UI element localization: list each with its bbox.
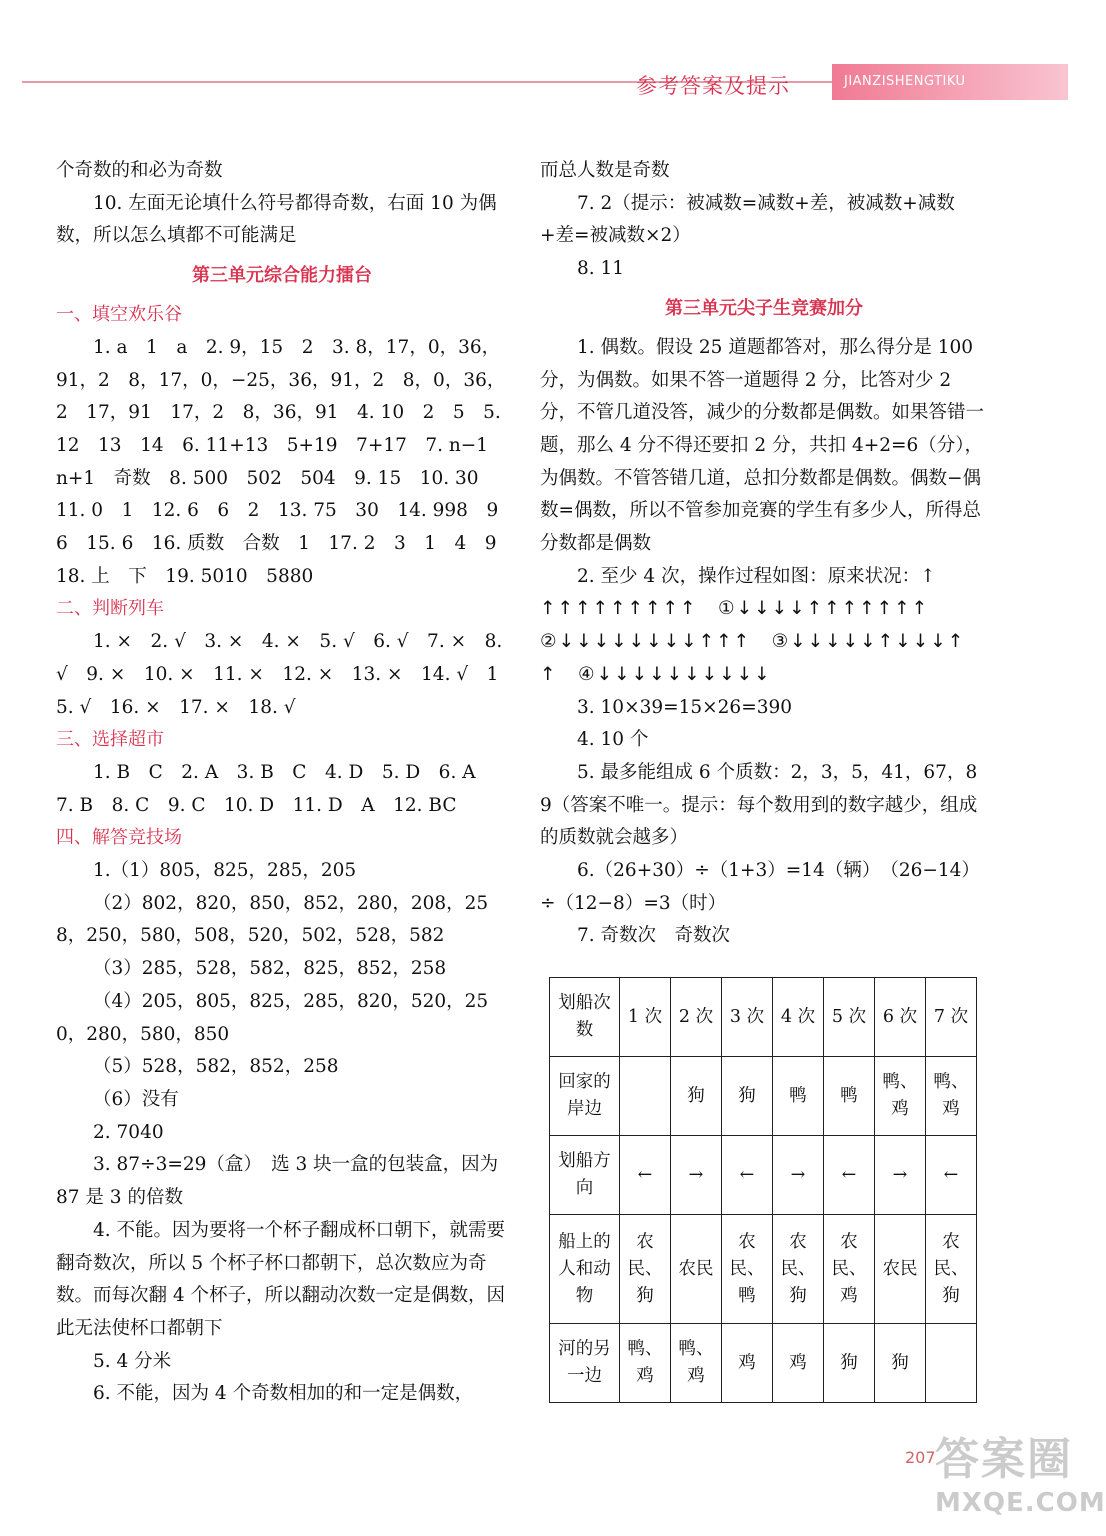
subsection-judge: 二、判断列车 [56,598,164,620]
table-cell: 鸭 [824,1057,875,1136]
left-continuation: 个奇数的和必为奇数 [56,160,223,181]
subsection-fill: 一、填空欢乐谷 [56,304,182,326]
solve-1-1: 1.（1）805，825，285，205 [93,860,357,882]
table-cell: 1 次 [620,978,671,1057]
choice-answers: 1. B C 2. A 3. B C 4. D 5. D 6. A 7. B 8. C 9. C 10. D 11. D A 12. BC [56,761,495,816]
solve-6: 6. 不能，因为 4 个奇数相加的和一定是偶数， [93,1383,474,1405]
table-cell: 农民、狗 [773,1215,824,1324]
comp-3: 3. 10×39=15×26=390 [577,696,793,718]
watermark-text: 答案圈 [935,1434,1073,1485]
table-cell: 鸭 [773,1057,824,1136]
page-number: 207 [905,1448,936,1467]
solve-1-2: （2）802，820，850，852，280，208，258，250，580，508，520，502，528，582 [56,892,489,947]
solve-1-6: （6）没有 [93,1088,179,1110]
comp-2-arrows-1: ↑↑↑↑↑↑↑↑↑ ①↓↓↓↓↑↑↑↑↑↑↑ [540,598,930,620]
answer-10: 10. 左面无论填什么符号都得奇数，右面 10 为偶数，所以怎么填都不可能满足 [56,192,497,247]
arrow-cell: ← [722,1136,773,1215]
arrow-cell: ← [824,1136,875,1215]
comp-4: 4. 10 个 [577,729,649,751]
table-row-head: 划船方向 [550,1136,620,1215]
table-row [550,1136,977,1215]
comp-2-arrows-2: ②↓↓↓↓↓↓↓↓↑↑↑ ③↓↓↓↓↓↑↓↓↓↑ [540,631,966,653]
table-cell: 2 次 [671,978,722,1057]
table-cell: 农民 [671,1215,722,1324]
table-cell: 鸭、鸡 [671,1324,722,1403]
table-cell: 农民、鸡 [824,1215,875,1324]
table-cell: 狗 [671,1057,722,1136]
boat-table [549,977,977,1403]
table-row [550,1324,977,1403]
watermark-logo [935,1432,1106,1530]
comp-7: 7. 奇数次 奇数次 [577,925,731,947]
table-cell: 农民、狗 [926,1215,977,1324]
arrow-cell: → [773,1136,824,1215]
table-row-head: 河的另一边 [550,1324,620,1403]
table-cell: 6 次 [875,978,926,1057]
table-row-head: 船上的人和动物 [550,1215,620,1324]
table-cell: 农民 [875,1215,926,1324]
arrow-cell: ← [620,1136,671,1215]
solve-3: 3. 87÷3=29（盒） 选 3 块一盒的包装盒，因为 87 是 3 的倍数 [56,1154,499,1209]
table-row-head: 划船次数 [550,978,620,1057]
comp-2-arrows-3: ↑ ④↓↓↓↓↓↓↓↓↓↓ [540,663,772,685]
table-row [550,1057,977,1136]
solve-2: 2. 7040 [93,1121,164,1143]
arrow-cell: → [671,1136,722,1215]
solve-5: 5. 4 分米 [93,1350,172,1372]
table-cell: 鸭、鸡 [926,1057,977,1136]
table-row [550,1215,977,1324]
header-tag: JIANZISHENGTIKU [832,64,1068,100]
section-title-competition: 第三单元尖子生竞赛加分 [665,297,863,319]
table-cell: 农民、狗 [620,1215,671,1324]
judge-answers: 1. × 2. √ 3. × 4. × 5. √ 6. √ 7. × 8. √ 9. × 10. × 11. × 12. × 13. × 14. √ 15. √ 16. × 17. × 18. √ [56,631,503,718]
answer-8: 8. 11 [577,258,625,280]
table-cell: 鸡 [722,1324,773,1403]
comp-1: 1. 偶数。假设 25 道题都答对，那么得分是 100 分，为偶数。如果不答一道题得 2 分，比答对少 2 分，不管几道没答，减少的分数都是偶数。如果答错一题，那么 4 分不得还要扣 2 分，共扣 4+2=6（分），为偶数。不管答错几道，总扣分数都是偶数。偶数−偶数=偶数，所以不管参加竞赛的学生有多少人，所得总分数都是偶数 [540,336,985,555]
comp-2-intro: 2. 至少 4 次，操作过程如图：原来状况：↑ [577,565,936,587]
solve-1-3: （3）285，528，582，825，852，258 [93,958,447,980]
table-row [550,978,977,1057]
right-column [540,155,988,953]
right-continuation: 而总人数是奇数 [540,160,670,181]
section-title-comprehensive: 第三单元综合能力擂台 [192,265,372,287]
subsection-solve: 四、解答竞技场 [56,827,182,849]
table-cell: 农民、鸭 [722,1215,773,1324]
table-cell [926,1324,977,1403]
table-row-head: 回家的岸边 [550,1057,620,1136]
arrow-cell: → [875,1136,926,1215]
table-cell: 鸭、鸡 [875,1057,926,1136]
subsection-choice: 三、选择超市 [56,729,164,751]
comp-5: 5. 最多能组成 6 个质数：2，3，5，41，67，89（答案不唯一。提示：每个数用到的数字越少，组成的质数就会越多） [540,761,978,849]
comp-6: 6.（26+30）÷（1+3）=14（辆） （26−14）÷（12−8）=3（时） [540,860,980,914]
table-cell: 狗 [875,1324,926,1403]
table-cell: 5 次 [824,978,875,1057]
table-cell: 狗 [722,1057,773,1136]
answer-7: 7. 2（提示：被减数=减数+差，被减数+减数+差=被减数×2） [540,192,955,247]
fill-answers: 1. a 1 a 2. 9，15 2 3. 8，17，0，36，91，2 8，17，0，−25，36，91，2 8，0，36，2 17，91 17，2 8，36，91 4. 10 2 5 5. 12 13 14 6. 11+13 5+19 7+17 7. n−1 n+1 奇数 8. 500 502 504 9. 15 10. 30 11. 0 1 12. 6 6 2 13. 75 30 14. 998 96 15. 6 16. 质数 合数 1 17. 2 3 1 4 9 18. 上 下 19. 5010 5880 [56,336,516,587]
header-title: 参考答案及提示 [636,74,790,98]
table-cell: 鸡 [773,1324,824,1403]
table-cell: 鸭、鸡 [620,1324,671,1403]
table-cell: 4 次 [773,978,824,1057]
solve-1-4: （4）205，805，825，285，820，520，250，280，580，850 [56,990,489,1045]
solve-4: 4. 不能。因为要将一个杯子翻成杯口朝下，就需要翻奇数次，所以 5 个杯子杯口都朝下，总次数应为奇数。而每次翻 4 个杯子，所以翻动次数一定是偶数，因此无法使杯口都朝下 [56,1219,506,1339]
solve-1-5: （5）528，582，852，258 [93,1056,339,1078]
table-cell [620,1057,671,1136]
table-cell: 7 次 [926,978,977,1057]
arrow-cell: ← [926,1136,977,1215]
table-cell: 3 次 [722,978,773,1057]
watermark-url: MXQE.COM [935,1488,1106,1518]
left-column [56,155,516,1411]
table-cell: 狗 [824,1324,875,1403]
